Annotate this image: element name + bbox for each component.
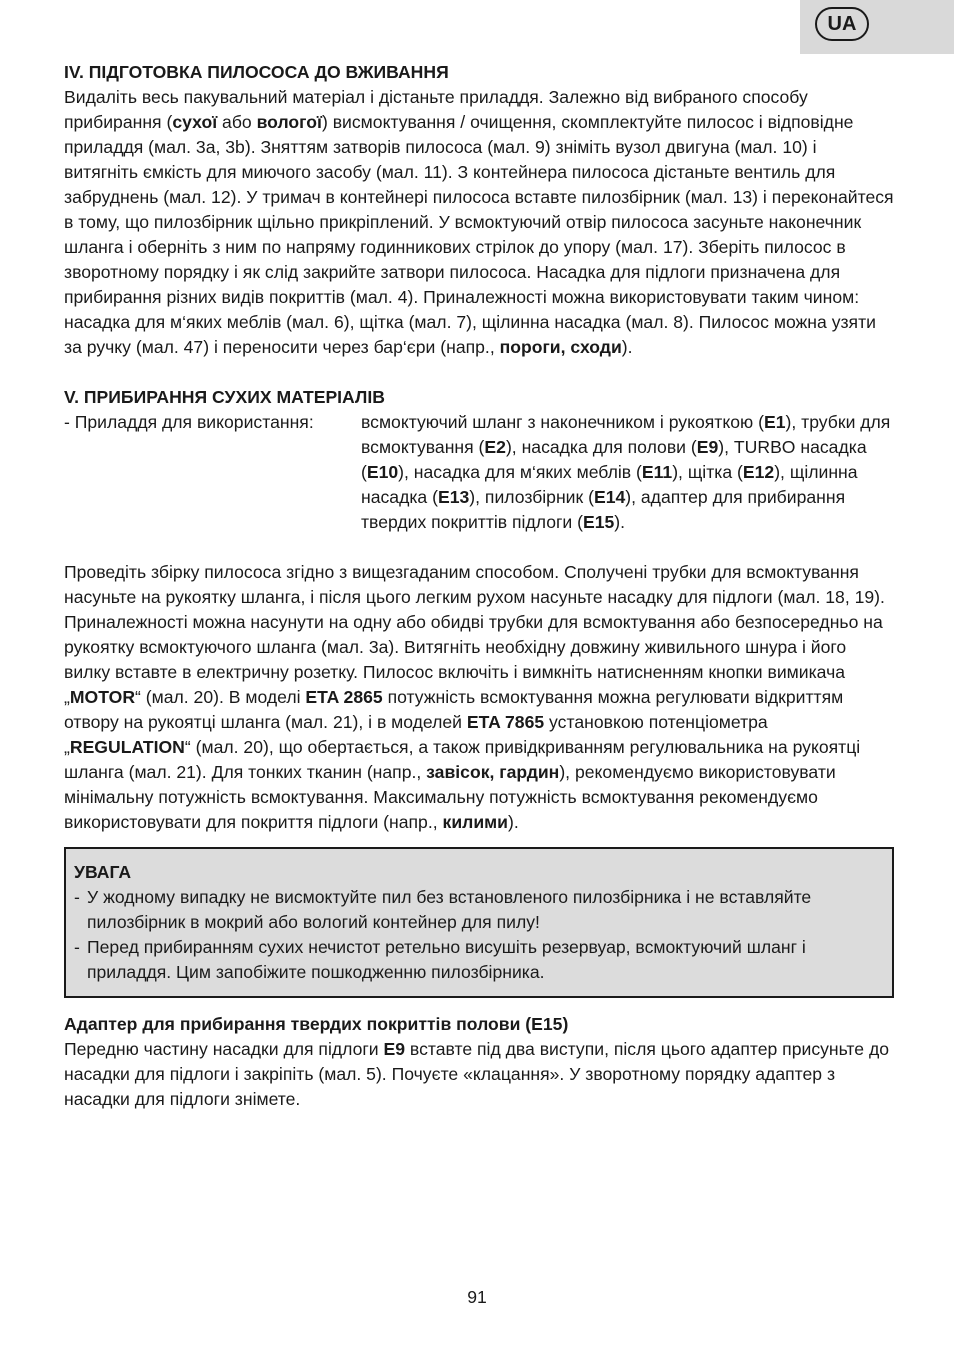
language-badge: UA [815,7,869,41]
adapter-paragraph: Передню частину насадки для підлоги E9 вставте під два виступи, після цього адаптер присуньте до насадки для підлоги і закріпіть (мал. 5). Почуєте «клацання». У зворотному порядку адаптер з насадки для підлоги знімете. [64,1039,890,1109]
spacer [64,535,894,560]
accessories-list [64,410,894,535]
section-5-heading: V. ПРИБИРАННЯ СУХИХ МАТЕРІАЛІВ [64,387,385,407]
warning-item-text: Перед прибиранням сухих нечистот ретельно висушіть резервуар, всмоктуючий шланг і приладдя. Цим запобіжите пошкодженню пилозбірника. [87,937,806,982]
warning-title: УВАГА [74,862,132,882]
warning-box [64,847,894,998]
warning-dash: - [74,887,80,907]
language-tab [800,0,954,54]
assembly-paragraph: Проведіть збірку пилососа згідно з вищезгаданим способом. Сполучені трубки для всмоктування насуньте на рукоятку шланга, і після цього легким рухом насуньте насадку для підлоги (мал. 18, 19). Приналежності можна насунути на одну або обидві трубки для всмоктування або безпосередньо на рукоятку всмоктуючого шланга (мал. 3a). Витягніть необхідну довжину живильного шнура і його вилку вставте в електричну розетку. Пилосос включіть і вимкніть натисненням кнопки вимикача „MOTOR“ (мал. 20). В моделі ETA 2865 потужність всмоктування можна регулювати відкриттям отвору на рукоятці шланга (мал. 21), і в моделей ETA 7865 установкою потенціометра „REGULATION“ (мал. 20), що обертається, а також привідкриванням регулювальника на рукоятці шланга (мал. 21). Для тонких тканин (напр., завісок, гардин), рекомендуємо використовувати мінімальну потужність всмоктування. Максимальну потужність всмоктування рекомендуємо використовувати для покриття підлоги (напр., килими). [64,562,885,832]
spacer [64,360,894,385]
page-number: 91 [467,1287,487,1307]
warning-item [74,935,882,985]
warning-item [74,885,882,935]
warning-item-text: У жодному випадку не висмоктуйте пил без встановленого пилозбірника і не вставляйте пилозбірник в мокрий або вологий контейнер для пилу! [87,887,812,932]
page-content [64,60,894,1112]
section-4-paragraph: Видаліть весь пакувальний матеріал і дістаньте приладдя. Залежно від вибраного способу прибирання (сухої або вологої) висмоктування / очищення, скомплектуйте пилосос і відповідне приладдя (мал. 3a, 3b). Зняттям затворів пилососа (мал. 9) зніміть вузол двигуна (мал. 10) і витягніть ємкість для миючого засобу (мал. 11). З контейнера пилососа дістаньте вентиль для забруднень (мал. 12). У тримач в контейнері пилососа вставте пилозбірник (мал. 13) і переконайтеся в тому, що пилозбірник щільно прикріплений. У всмоктуючий отвір пилососа засуньте наконечник шланга і оберніть з ним по напряму годинникових стрілок до упору (мал. 17). Зберіть пилосос в зворотному порядку і як слід закрийте затвори пилососа. Насадка для підлоги призначена для прибирання різних видів покриттів (мал. 4). Приналежності можна використовувати таким чином: насадка для м‘яких меблів (мал. 6), щітка (мал. 7), щілинна насадка (мал. 8). Пилосос можна узяти за ручку (мал. 47) і переносити через бар‘єри (напр., пороги, сходи). [64,87,894,357]
warning-dash: - [74,937,80,957]
accessories-text: всмоктуючий шланг з наконечником і рукояткою (E1), трубки для всмоктування (E2), насадка для полови (E9), TURBO насадка (E10), насадка для м‘яких меблів (E11), щітка (E12), щілинна насадка (E13), пилозбірник (E14), адаптер для прибирання твердих покриттів підлоги (E15). [361,412,891,532]
section-4-heading: IV. ПІДГОТОВКА ПИЛОСОСА ДО ВЖИВАННЯ [64,62,449,82]
adapter-heading: Адаптер для прибирання твердих покриттів полови (E15) [64,1014,569,1034]
accessories-label: - Приладдя для використання: [64,412,314,432]
